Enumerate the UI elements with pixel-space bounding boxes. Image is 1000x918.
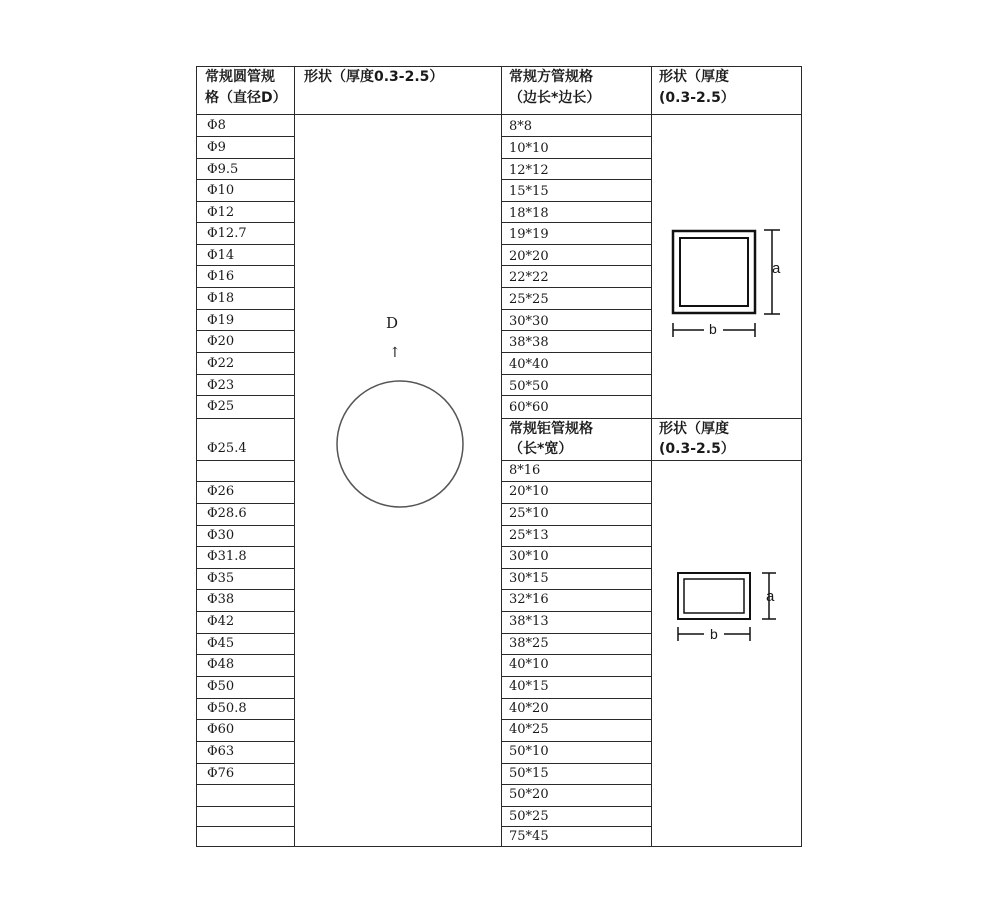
square-outer-outline xyxy=(673,231,755,313)
header-square-spec-line1: 常规方管规格 xyxy=(509,69,593,85)
round-size-cell: Φ12.7 xyxy=(207,226,247,241)
row-divider xyxy=(501,741,652,742)
row-divider xyxy=(501,589,652,590)
round-size-cell: Φ63 xyxy=(207,744,235,759)
rect-side-b-label: b xyxy=(710,626,718,642)
row-divider xyxy=(501,330,652,331)
rect-size-cell: 38*25 xyxy=(509,636,549,651)
square-size-cell: 40*40 xyxy=(509,357,549,372)
rect-size-cell: 40*10 xyxy=(509,657,549,672)
header-rect-shape-line1: 形状（厚度 xyxy=(659,421,729,437)
rect-size-cell: 38*13 xyxy=(509,614,549,629)
row-divider xyxy=(501,395,652,396)
rect-outer-outline xyxy=(678,573,750,619)
row-divider xyxy=(501,265,652,266)
row-divider xyxy=(196,698,295,699)
row-divider xyxy=(196,460,295,461)
rect-size-cell: 40*25 xyxy=(509,722,549,737)
row-divider xyxy=(501,244,652,245)
rect-size-cell: 25*10 xyxy=(509,506,549,521)
round-size-cell: Φ25 xyxy=(207,399,235,414)
round-size-cell: Φ35 xyxy=(207,571,235,586)
rect-size-cell: 50*25 xyxy=(509,809,549,824)
round-size-cell: Φ19 xyxy=(207,313,235,328)
round-size-cell: Φ60 xyxy=(207,722,235,737)
rect-side-a-label: a xyxy=(766,588,775,605)
rect-size-cell: 20*10 xyxy=(509,484,549,499)
row-divider xyxy=(501,763,652,764)
round-size-cell: Φ8 xyxy=(207,118,226,133)
rect-size-cell: 30*15 xyxy=(509,571,549,586)
row-divider xyxy=(196,611,295,612)
row-divider xyxy=(501,633,652,634)
table-border xyxy=(196,846,802,847)
header-round-spec-line2: 格（直径D） xyxy=(205,90,287,106)
round-tube-circle xyxy=(337,381,463,507)
row-divider xyxy=(196,309,295,310)
table-border xyxy=(801,66,802,847)
square-size-cell: 10*10 xyxy=(509,141,549,156)
round-size-cell: Φ38 xyxy=(207,592,235,607)
column-divider xyxy=(651,66,652,847)
round-size-cell: Φ9.5 xyxy=(207,162,239,177)
header-rect-shape-line2: (0.3-2.5） xyxy=(659,441,735,457)
row-divider xyxy=(196,244,295,245)
round-size-cell: Φ25.4 xyxy=(207,441,247,456)
header-square-spec-line2: （边长*边长） xyxy=(509,90,601,106)
row-divider xyxy=(501,179,652,180)
square-size-cell: 18*18 xyxy=(509,206,549,221)
row-divider xyxy=(196,222,295,223)
row-divider xyxy=(196,676,295,677)
round-size-cell: Φ50 xyxy=(207,679,235,694)
round-size-cell: Φ30 xyxy=(207,528,235,543)
rect-size-cell: 40*20 xyxy=(509,701,549,716)
square-size-cell: 22*22 xyxy=(509,270,549,285)
square-side-a-label: a xyxy=(772,260,781,277)
row-divider xyxy=(196,158,295,159)
rect-size-cell: 50*15 xyxy=(509,766,549,781)
column-divider xyxy=(294,66,295,847)
row-divider xyxy=(501,806,652,807)
header-round-shape: 形状（厚度0.3-2.5） xyxy=(304,69,444,85)
row-divider xyxy=(196,481,295,482)
round-size-cell: Φ18 xyxy=(207,291,235,306)
round-size-cell: Φ16 xyxy=(207,269,235,284)
row-divider xyxy=(501,352,652,353)
square-size-cell: 25*25 xyxy=(509,292,549,307)
row-divider xyxy=(196,546,295,547)
row-divider xyxy=(501,158,652,159)
header-divider xyxy=(501,460,802,461)
row-divider xyxy=(196,741,295,742)
row-divider xyxy=(501,136,652,137)
rect-size-cell: 50*10 xyxy=(509,744,549,759)
row-divider xyxy=(196,179,295,180)
round-size-cell: Φ42 xyxy=(207,614,235,629)
rect-size-cell: 50*20 xyxy=(509,787,549,802)
row-divider xyxy=(501,525,652,526)
rect-size-cell: 40*15 xyxy=(509,679,549,694)
row-divider xyxy=(501,698,652,699)
row-divider xyxy=(196,525,295,526)
table-border xyxy=(196,66,197,847)
round-size-cell: Φ10 xyxy=(207,183,235,198)
row-divider xyxy=(196,568,295,569)
round-size-cell: Φ23 xyxy=(207,378,235,393)
row-divider xyxy=(196,654,295,655)
round-size-cell: Φ31.8 xyxy=(207,549,247,564)
row-divider xyxy=(501,287,652,288)
row-divider xyxy=(501,222,652,223)
round-size-cell: Φ28.6 xyxy=(207,506,247,521)
row-divider xyxy=(501,374,652,375)
row-divider xyxy=(196,201,295,202)
column-divider xyxy=(501,66,502,847)
row-divider xyxy=(196,719,295,720)
row-divider xyxy=(196,418,295,419)
row-divider xyxy=(196,374,295,375)
round-size-cell: Φ14 xyxy=(207,248,235,263)
row-divider xyxy=(196,633,295,634)
round-size-cell: Φ50.8 xyxy=(207,701,247,716)
rect-size-cell: 30*10 xyxy=(509,549,549,564)
square-size-cell: 38*38 xyxy=(509,335,549,350)
row-divider xyxy=(501,503,652,504)
round-size-cell: Φ20 xyxy=(207,334,235,349)
row-divider xyxy=(196,265,295,266)
row-divider xyxy=(196,287,295,288)
square-size-cell: 60*60 xyxy=(509,400,549,415)
up-arrow-icon: ↑ xyxy=(389,345,401,361)
round-size-cell: Φ26 xyxy=(207,484,235,499)
square-size-cell: 19*19 xyxy=(509,227,549,242)
rect-size-cell: 32*16 xyxy=(509,592,549,607)
row-divider xyxy=(501,546,652,547)
row-divider xyxy=(501,481,652,482)
square-size-cell: 20*20 xyxy=(509,249,549,264)
diameter-label: D xyxy=(386,314,399,332)
square-inner-outline xyxy=(680,238,748,306)
row-divider xyxy=(196,763,295,764)
rect-tube-diagram xyxy=(674,569,784,649)
rect-size-cell: 25*13 xyxy=(509,528,549,543)
row-divider xyxy=(501,201,652,202)
square-tube-diagram xyxy=(668,226,788,341)
row-divider xyxy=(501,654,652,655)
row-divider xyxy=(196,784,295,785)
square-size-cell: 8*8 xyxy=(509,119,533,134)
header-divider xyxy=(196,114,802,115)
header-round-spec-line1: 常规圆管规 xyxy=(205,69,275,85)
rect-inner-outline xyxy=(684,579,744,613)
row-divider xyxy=(501,719,652,720)
row-divider xyxy=(501,676,652,677)
row-divider xyxy=(196,395,295,396)
header-square-shape-line2: (0.3-2.5） xyxy=(659,90,735,106)
rect-size-cell: 8*16 xyxy=(509,463,541,478)
round-size-cell: Φ76 xyxy=(207,766,235,781)
row-divider xyxy=(501,309,652,310)
row-divider xyxy=(196,136,295,137)
square-size-cell: 15*15 xyxy=(509,184,549,199)
round-size-cell: Φ45 xyxy=(207,636,235,651)
row-divider xyxy=(196,806,295,807)
row-divider xyxy=(501,784,652,785)
rect-size-cell: 75*45 xyxy=(509,829,549,844)
row-divider xyxy=(196,352,295,353)
header-rect-spec-line1: 常规钜管规格 xyxy=(509,421,593,437)
row-divider xyxy=(196,826,295,827)
row-divider xyxy=(196,589,295,590)
row-divider xyxy=(196,503,295,504)
square-size-cell: 12*12 xyxy=(509,163,549,178)
row-divider xyxy=(501,568,652,569)
header-rect-spec-line2: （长*宽） xyxy=(509,441,573,457)
row-divider xyxy=(196,330,295,331)
round-tube-diagram xyxy=(334,380,466,510)
round-size-cell: Φ48 xyxy=(207,657,235,672)
row-divider xyxy=(501,611,652,612)
round-size-cell: Φ22 xyxy=(207,356,235,371)
round-size-cell: Φ9 xyxy=(207,140,226,155)
header-square-shape-line1: 形状（厚度 xyxy=(659,69,729,85)
square-side-b-label: b xyxy=(709,321,717,337)
round-size-cell: Φ12 xyxy=(207,205,235,220)
square-size-cell: 30*30 xyxy=(509,314,549,329)
row-divider xyxy=(501,826,652,827)
square-size-cell: 50*50 xyxy=(509,379,549,394)
